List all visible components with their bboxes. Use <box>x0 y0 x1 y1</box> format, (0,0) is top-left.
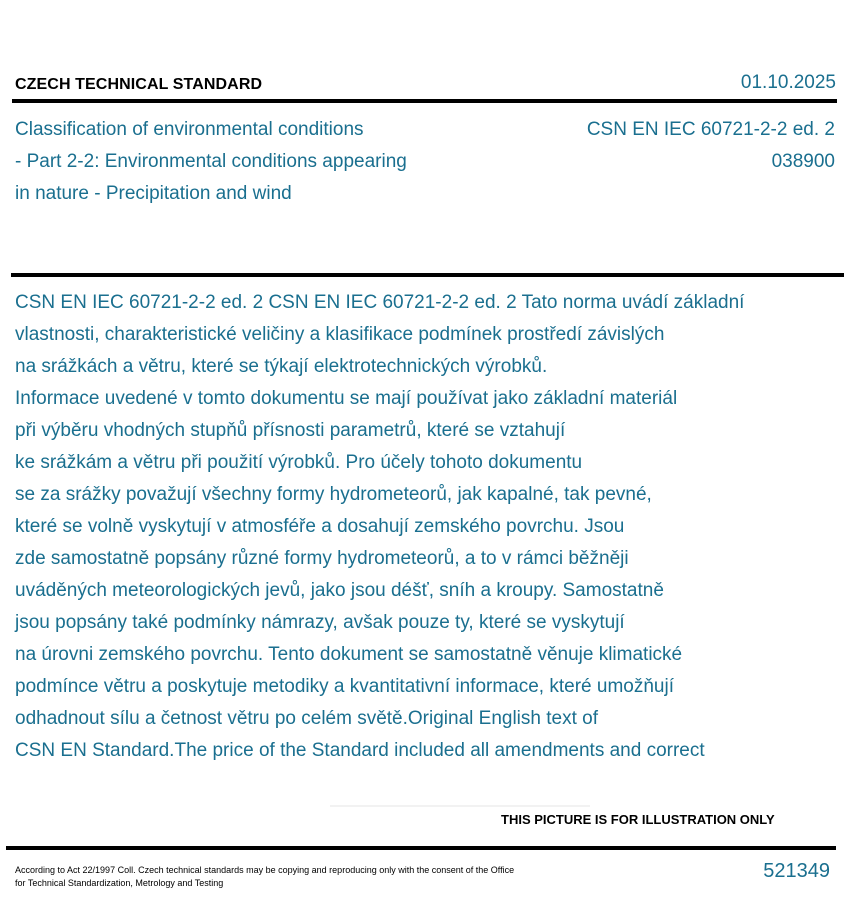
abstract-line: na úrovni zemského povrchu. Tento dokument se samostatně věnuje klimatické <box>15 644 683 665</box>
middle-divider <box>11 273 844 277</box>
abstract-line: odhadnout sílu a četnost větru po celém světě.Original English text of <box>15 708 598 729</box>
standard-title-line: in nature - Precipitation and wind <box>15 183 292 204</box>
top-divider <box>12 99 837 103</box>
abstract-line: uváděných meteorologických jevů, jako jsou déšť, sníh a kroupy. Samostatně <box>15 580 664 601</box>
abstract-text <box>15 287 865 767</box>
abstract-line: CSN EN Standard.The price of the Standard included all amendments and correct <box>15 740 705 761</box>
bottom-divider <box>6 846 836 850</box>
standard-identifier <box>587 114 835 178</box>
illustration-disclaimer: THIS PICTURE IS FOR ILLUSTRATION ONLY <box>501 812 775 827</box>
abstract-line: jsou popsány také podmínky námrazy, avšak pouze ty, které se vyskytují <box>15 612 625 633</box>
abstract-line: se za srážky považují všechny formy hydrometeorů, jak kapalné, tak pevné, <box>15 484 652 505</box>
legal-notice <box>15 864 585 890</box>
standard-number: CSN EN IEC 60721-2-2 ed. 2 <box>586 119 835 140</box>
abstract-line: ke srážkám a větru při použití výrobků. Pro účely tohoto dokumentu <box>15 452 583 473</box>
standard-title-line: - Part 2-2: Environmental conditions appearing <box>15 151 407 172</box>
legal-notice-line: for Technical Standardization, Metrology and Testing <box>15 878 224 888</box>
publication-date: 01.10.2025 <box>740 72 836 93</box>
abstract-line: podmínce větru a poskytuje metodiky a kvantitativní informace, které umožňují <box>15 676 674 697</box>
abstract-line: vlastnosti, charakteristické veličiny a klasifikace podmínek prostředí závislých <box>15 324 665 345</box>
abstract-line: na srážkách a větru, které se týkají elektrotechnických výrobků. <box>15 356 548 377</box>
abstract-line: které se volně vyskytují v atmosféře a dosahují zemského povrchu. Jsou <box>15 516 625 537</box>
abstract-line: při výběru vhodných stupňů přísnosti parametrů, které se vztahují <box>15 420 566 441</box>
document-number: 521349 <box>763 860 830 882</box>
abstract-line: CSN EN IEC 60721-2-2 ed. 2 CSN EN IEC 60721-2-2 ed. 2 Tato norma uvádí základní <box>15 292 745 313</box>
faded-divider <box>330 805 590 807</box>
document-type-title: CZECH TECHNICAL STANDARD <box>15 76 263 93</box>
legal-notice-line: According to Act 22/1997 Coll. Czech technical standards may be copying and reproducing only with the consent of the Office <box>15 865 515 875</box>
abstract-line: Informace uvedené v tomto dokumentu se mají používat jako základní materiál <box>15 388 678 409</box>
abstract-line: zde samostatně popsány různé formy hydrometeorů, a to v rámci běžněji <box>15 548 629 569</box>
standard-title-line: Classification of environmental conditions <box>15 119 364 140</box>
standard-title <box>15 114 485 210</box>
classification-code: 038900 <box>771 151 835 172</box>
